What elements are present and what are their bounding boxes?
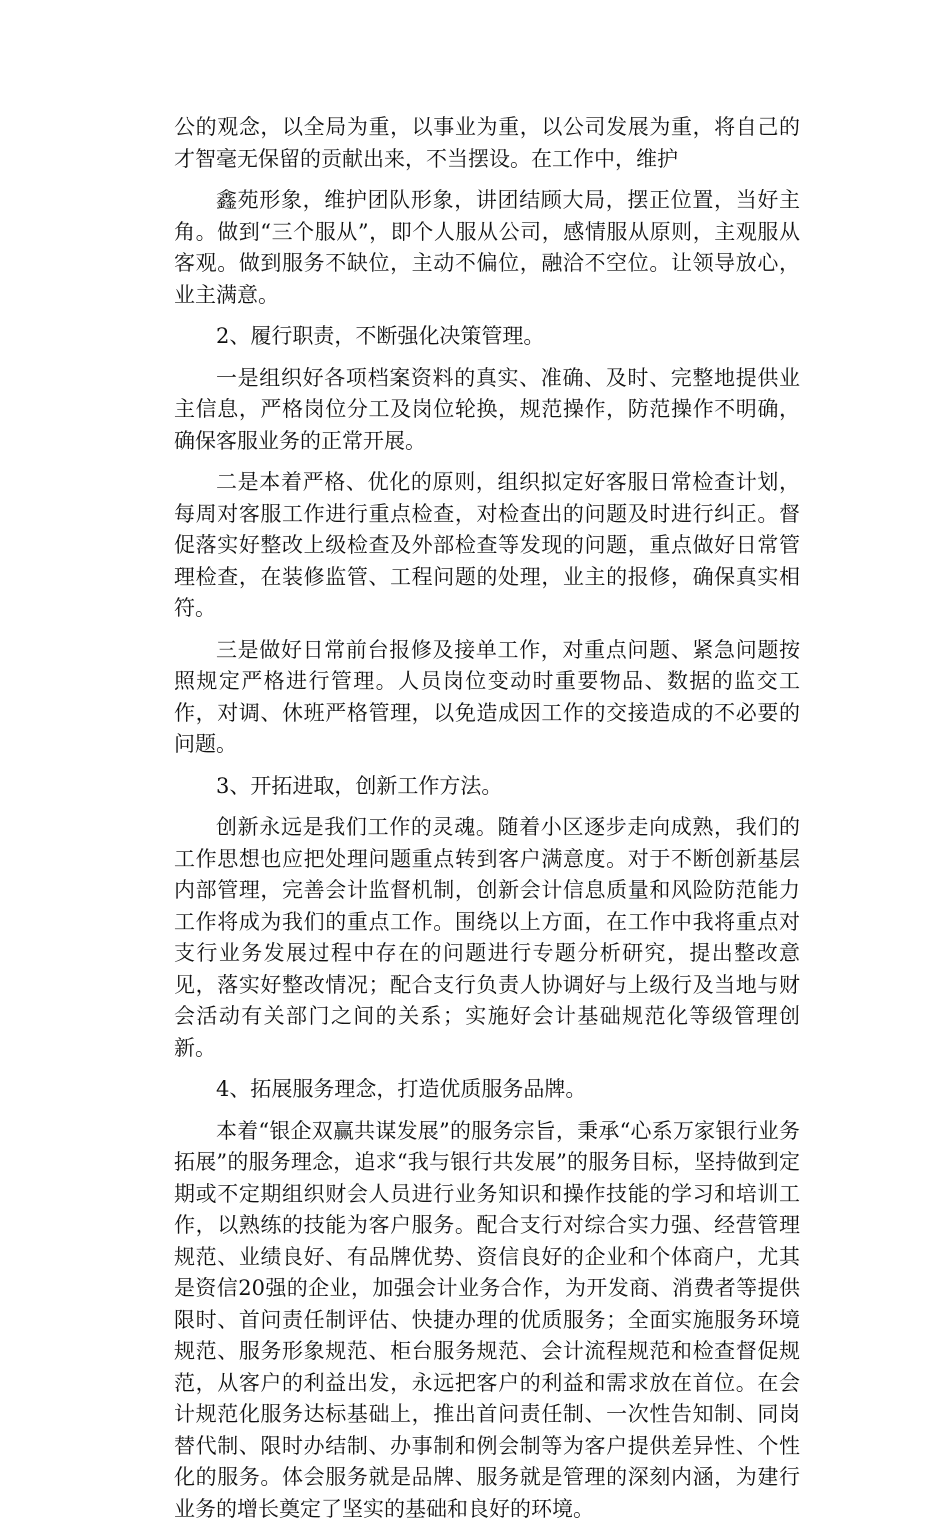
paragraph-1: 公的观念，以全局为重，以事业为重，以公司发展为重，将自己的才智毫无保留的贡献出来，不当摆设。在工作中，维护: [174, 115, 800, 171]
paragraph-8: 创新永远是我们工作的灵魂。随着小区逐步走向成熟，我们的工作思想也应把处理问题重点转到客户满意度。对于不断创新基层内部管理，完善会计监督机制，创新会计信息质量和风险防范能力工作将成为我们的重点工作。围绕以上方面，在工作中我将重点对支行业务发展过程中存在的问题进行专题分析研究，提出整改意见，落实好整改情况；配合支行负责人协调好与上级行及当地与财会活动有关部门之间的关系；实施好会计基础规范化等级管理创新。: [174, 815, 800, 1060]
document-page: [174, 112, 800, 1535]
paragraph-6: 三是做好日常前台报修及接单工作，对重点问题、紧急问题按照规定严格进行管理。人员岗位变动时重要物品、数据的监交工作，对调、休班严格管理，以免造成因工作的交接造成的不必要的问题。: [174, 637, 800, 756]
paragraph-10: 本着“银企双赢共谋发展”的服务宗旨，秉承“心系万家银行业务拓展”的服务理念，追求“我与银行共发展”的服务目标，坚持做到定期或不定期组织财会人员进行业务知识和操作技能的学习和培训工作，以熟练的技能为客户服务。配合支行对综合实力强、经营管理规范、业绩良好、有品牌优势、资信良好的企业和个体商户，尤其是资信20强的企业，加强会计业务合作，为开发商、消费者等提供限时、首问责任制评估、快捷办理的优质服务；全面实施服务环境规范、服务形象规范、柜台服务规范、会计流程规范和检查督促规范，从客户的利益出发，永远把客户的利益和需求放在首位。在会计规范化服务达标基础上，推出首问责任制、一次性告知制、同岗替代制、限时办结制、办事制和例会制等为客户提供差异性、个性化的服务。体会服务就是品牌、服务就是管理的深刻内涵，为建行业务的增长奠定了坚实的基础和良好的环境。: [174, 1118, 800, 1521]
section-heading-4: 4、拓展服务理念，打造优质服务品牌。: [216, 1077, 587, 1101]
section-heading-3: 3、开拓进取，创新工作方法。: [216, 773, 503, 798]
section-heading-2: 2、履行职责，不断强化决策管理。: [216, 324, 545, 348]
paragraph-2: 鑫苑形象，维护团队形象，讲团结顾大局，摆正位置，当好主角。做到“三个服从”，即个人服从公司，感情服从原则，主观服从客观。做到服务不缺位，主动不偏位，融洽不空位。让领导放心，业主满意。: [174, 188, 800, 307]
paragraph-5: 二是本着严格、优化的原则，组织拟定好客服日常检查计划，每周对客服工作进行重点检查，对检查出的问题及时进行纠正。督促落实好整改上级检查及外部检查等发现的问题，重点做好日常管理检查，在装修监管、工程问题的处理，业主的报修，确保真实相符。: [174, 470, 800, 620]
paragraph-4: 一是组织好各项档案资料的真实、准确、及时、完整地提供业主信息，严格岗位分工及岗位轮换，规范操作，防范操作不明确，确保客服业务的正常开展。: [174, 365, 800, 453]
